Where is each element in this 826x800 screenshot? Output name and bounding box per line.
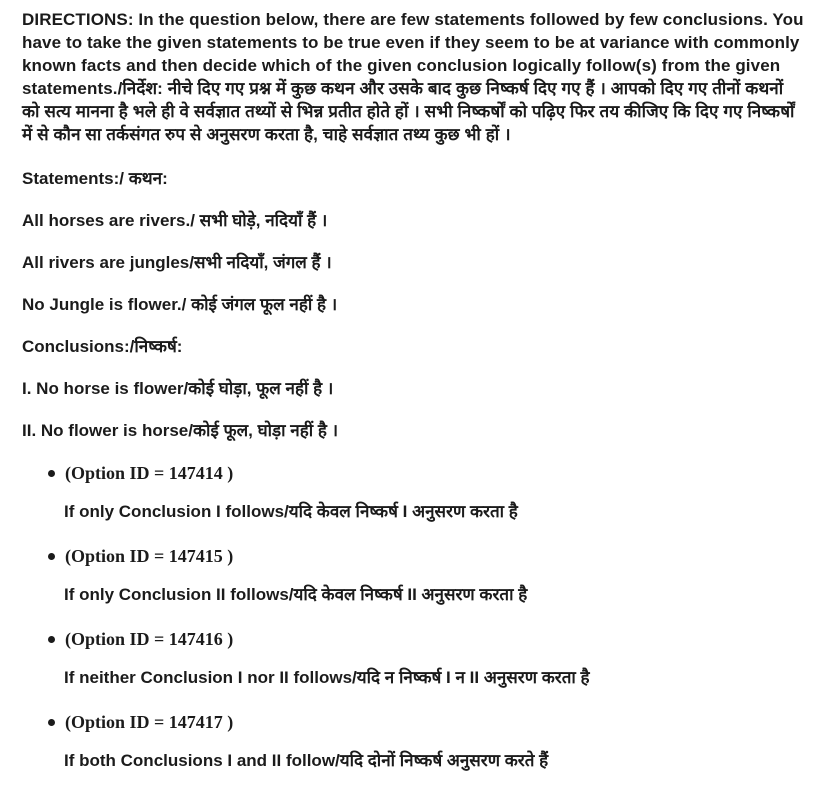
option-147416[interactable] <box>22 627 802 690</box>
option-id-label: (Option ID = 147414 ) <box>65 463 234 483</box>
conclusion-1: I. No horse is flower/कोई घोड़ा, फूल नहीं है । <box>22 379 334 398</box>
option-147414[interactable] <box>22 461 802 524</box>
bullet-icon <box>48 553 55 560</box>
bullet-icon <box>48 470 55 477</box>
option-id-row <box>22 710 802 734</box>
option-id-row <box>22 544 802 568</box>
option-147417[interactable] <box>22 710 802 773</box>
statement-2: All rivers are jungles/सभी नदियाँ, जंगल हैं । <box>22 253 332 272</box>
statement-3: No Jungle is flower./ कोई जंगल फूल नहीं है । <box>22 295 338 314</box>
bullet-icon <box>48 719 55 726</box>
bullet-icon <box>48 636 55 643</box>
option-id-label: (Option ID = 147415 ) <box>65 546 234 566</box>
statement-1: All horses are rivers./ सभी घोड़े, नदियाँ हैं । <box>22 211 328 230</box>
conclusions-heading: Conclusions:/निष्कर्ष: <box>22 337 183 356</box>
option-id-label: (Option ID = 147417 ) <box>65 712 234 732</box>
option-text: If neither Conclusion I nor II follows/यदि न निष्कर्ष I न II अनुसरण करता है <box>64 668 590 687</box>
directions-text: DIRECTIONS: In the question below, there are few statements followed by few conclusions. You have to take the given statements to be true even if they seem to be at variance with commonly known facts and then decide which of the given conclusion logically follow(s) from the given statements./निर्देश: नीचे दिए गए प्रश्न में कुछ कथन और उसके बाद कुछ निष्कर्ष दिए गए हैं । आपको दिए गए तीनों कथनों को सत्य मानना है भले ही वे सर्वज्ञात तथ्यों से भिन्न प्रतीत होते हों । सभी निष्कर्षों को पढ़िए फिर तय कीजिए कि दिए गए निष्कर्षों में से कौन सा तर्कसंगत रुप से अनुसरण करता है, चाहे सर्वज्ञात तथ्य कुछ भी हों । <box>22 10 804 144</box>
options-list <box>22 461 802 773</box>
option-147415[interactable] <box>22 544 802 607</box>
option-id-label: (Option ID = 147416 ) <box>65 629 234 649</box>
option-text: If both Conclusions I and II follow/यदि दोनों निष्कर्ष अनुसरण करते हैं <box>64 751 549 770</box>
option-id-row <box>22 627 802 651</box>
conclusion-2: II. No flower is horse/कोई फूल, घोड़ा नहीं है । <box>22 421 339 440</box>
option-text: If only Conclusion II follows/यदि केवल निष्कर्ष II अनुसरण करता है <box>64 585 528 604</box>
statements-heading: Statements:/ कथन: <box>22 169 168 188</box>
option-id-row <box>22 461 802 485</box>
option-text: If only Conclusion I follows/यदि केवल निष्कर्ष I अनुसरण करता है <box>64 502 518 521</box>
